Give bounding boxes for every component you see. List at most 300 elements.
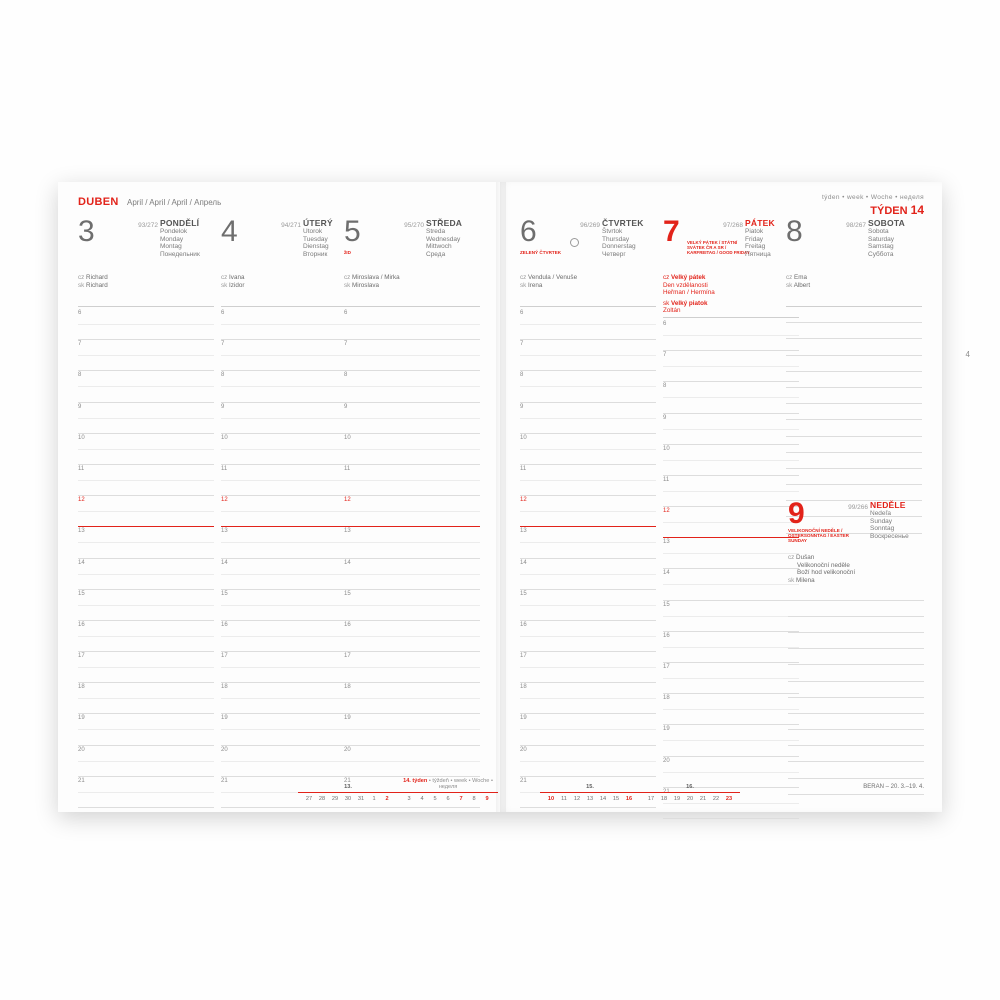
half-hour-rule — [221, 511, 357, 512]
day-name-ru: Среда — [426, 250, 446, 258]
day-header — [663, 215, 799, 272]
hour-row[interactable] — [520, 683, 656, 714]
day-name-de: Dienstag — [303, 243, 329, 251]
note-line[interactable] — [786, 388, 922, 404]
half-hour-rule — [663, 740, 799, 741]
half-hour-rule — [78, 542, 214, 543]
day-name-en: Monday — [160, 235, 184, 243]
day-name-sk: Pondelok — [160, 228, 188, 235]
half-hour-rule — [221, 574, 357, 575]
mini-calendar-14 — [398, 778, 498, 802]
hour-row[interactable] — [663, 351, 799, 382]
mini-calendar-16 — [640, 784, 740, 802]
divider — [78, 306, 214, 307]
hour-row[interactable] — [663, 507, 799, 538]
nameday-text: Ivana — [229, 274, 245, 281]
note-line[interactable] — [786, 356, 922, 372]
month-name: DUBEN — [78, 196, 119, 208]
hour-row[interactable] — [78, 465, 214, 496]
divider — [663, 317, 799, 318]
hour-row[interactable] — [663, 694, 799, 725]
hour-row[interactable] — [221, 652, 357, 683]
day-name-sk: Štvrtok — [602, 228, 623, 235]
mini-calendar-days — [640, 796, 740, 802]
mini-calendar-day: 28 — [318, 796, 326, 802]
half-hour-rule — [663, 647, 799, 648]
half-hour-rule — [663, 553, 799, 554]
hour-row[interactable] — [221, 434, 357, 465]
hour-row[interactable] — [520, 559, 656, 590]
mini-calendar-day: 15 — [612, 796, 620, 802]
mini-calendar-15 — [540, 784, 640, 802]
hour-row[interactable] — [663, 538, 799, 569]
hour-label: 6 — [344, 310, 348, 316]
hour-row[interactable] — [520, 496, 656, 527]
day-name-ru: Воскресенье — [870, 532, 909, 540]
hour-row[interactable] — [520, 714, 656, 745]
half-hour-rule — [344, 605, 480, 606]
hour-row[interactable] — [663, 601, 799, 632]
half-hour-rule — [520, 449, 656, 450]
day-name-sk: Utorok — [303, 228, 323, 235]
hour-label: 10 — [663, 445, 670, 452]
note-line[interactable] — [788, 601, 924, 617]
nameday-text: Velký piatok — [671, 299, 708, 307]
half-hour-rule — [221, 418, 357, 419]
hour-label: 12 — [221, 497, 228, 504]
hour-row[interactable] — [78, 714, 214, 745]
nameday-cc: cz — [786, 274, 793, 281]
half-hour-rule — [663, 803, 799, 804]
note-line[interactable] — [788, 617, 924, 633]
day-number: 3 — [78, 215, 95, 248]
hour-row[interactable] — [344, 559, 480, 590]
hour-label: 7 — [520, 341, 524, 348]
mini-calendar-day: 29 — [331, 796, 339, 802]
day-name-de: Donnerstag — [602, 243, 636, 251]
hour-row[interactable] — [344, 590, 480, 621]
hour-row[interactable] — [344, 621, 480, 652]
half-hour-rule — [344, 729, 480, 730]
day-name-de: Samstag — [868, 243, 894, 251]
half-hour-rule — [520, 574, 656, 575]
day-note: ZELENÝ ČTVRTEK — [520, 250, 562, 255]
hour-row[interactable] — [663, 725, 799, 756]
half-hour-rule — [520, 355, 656, 356]
note-line[interactable] — [788, 665, 924, 681]
note-line[interactable] — [788, 633, 924, 649]
day-header — [786, 215, 922, 272]
mini-calendar-title: 15. — [586, 784, 594, 790]
hour-label: 7 — [663, 352, 667, 359]
half-hour-rule — [221, 386, 357, 387]
hour-row[interactable] — [221, 403, 357, 434]
mini-calendar-title: 16. — [686, 784, 694, 790]
half-hour-rule — [344, 511, 480, 512]
half-hour-rule — [221, 761, 357, 762]
hour-row[interactable] — [520, 371, 656, 402]
hour-label: 20 — [663, 757, 670, 764]
week-word: TÝDEN — [870, 205, 908, 217]
note-line[interactable] — [788, 730, 924, 746]
hour-label: 20 — [520, 746, 527, 753]
nameday-text: Velký pátek — [671, 274, 706, 281]
half-hour-rule — [78, 761, 214, 762]
day-column-tuesday — [221, 215, 357, 808]
hour-grid — [663, 320, 799, 819]
hour-row[interactable] — [520, 527, 656, 558]
hour-label: 12 — [344, 497, 351, 504]
hour-label: 21 — [221, 777, 228, 784]
hour-label: 19 — [344, 715, 351, 722]
divider — [221, 306, 357, 307]
day-number: 4 — [221, 215, 238, 248]
day-of-year: 96/269 — [580, 222, 600, 229]
half-hour-rule — [520, 605, 656, 606]
hour-row[interactable] — [221, 340, 357, 371]
half-hour-rule — [663, 491, 799, 492]
day-name-en: Saturday — [868, 235, 895, 243]
hour-label: 14 — [78, 559, 85, 566]
mini-calendar-day: 11 — [561, 796, 567, 802]
hour-label: 6 — [78, 310, 82, 316]
hour-row[interactable] — [221, 714, 357, 745]
day-name-block — [426, 218, 480, 258]
nameday-text: Izidor — [229, 281, 245, 289]
day-of-year: 94/271 — [281, 222, 301, 229]
hour-label: 8 — [78, 372, 82, 379]
mini-calendar-title-alt: • týždeň • week • Woche • неделя — [428, 778, 493, 790]
half-hour-rule — [344, 667, 480, 668]
mini-calendar-title-text: 14. týden — [403, 778, 428, 784]
hour-label: 16 — [663, 632, 670, 639]
day-name-en: Friday — [745, 235, 764, 243]
day-number: 7 — [663, 215, 680, 248]
hour-row[interactable] — [520, 340, 656, 371]
hour-row[interactable] — [344, 683, 480, 714]
half-hour-rule — [221, 667, 357, 668]
half-hour-rule — [663, 429, 799, 430]
day-name-cs: ČTVRTEK — [602, 218, 644, 228]
hour-row[interactable] — [520, 746, 656, 777]
day-note: žID — [344, 250, 351, 255]
nameday-text: Ema — [794, 274, 807, 281]
mini-calendar-day: 4 — [420, 796, 424, 802]
mini-calendar-day: 18 — [660, 796, 668, 802]
page-gutter — [496, 182, 506, 812]
half-hour-rule — [663, 460, 799, 461]
day-header — [78, 215, 214, 272]
hour-row[interactable] — [78, 309, 214, 340]
half-hour-rule — [78, 729, 214, 730]
hour-row[interactable] — [344, 309, 480, 340]
mini-calendar-days — [298, 796, 398, 802]
half-hour-rule — [344, 355, 480, 356]
nameday-cc: sk — [788, 576, 795, 584]
week-number: 14 — [910, 203, 924, 217]
day-name-sk: Sobota — [868, 228, 889, 235]
hour-grid — [78, 309, 214, 808]
hour-row[interactable] — [344, 527, 480, 558]
half-hour-rule — [663, 366, 799, 367]
day-of-year: 93/272 — [138, 222, 158, 229]
mini-calendar-day: 30 — [344, 796, 352, 802]
half-hour-rule — [221, 698, 357, 699]
day-name-block — [870, 500, 924, 540]
nameday-cc: cz — [78, 274, 85, 281]
hour-row[interactable] — [221, 621, 357, 652]
note-line[interactable] — [788, 649, 924, 665]
nameday-text: Richard — [86, 281, 108, 289]
half-hour-rule — [78, 355, 214, 356]
hour-row[interactable] — [520, 621, 656, 652]
day-name-cs: ÚTERÝ — [303, 218, 333, 228]
hour-label: 11 — [78, 465, 85, 472]
hour-label: 18 — [663, 695, 670, 702]
mini-calendar-day: 14 — [599, 796, 607, 802]
nameday-text: Miroslava / Mirka — [352, 274, 400, 281]
half-hour-rule — [344, 698, 480, 699]
week-label — [822, 203, 924, 217]
nameday-text: Dušan — [796, 554, 815, 561]
hour-row[interactable] — [344, 746, 480, 777]
nameday-cc: cz — [788, 554, 795, 561]
note-line[interactable] — [788, 682, 924, 698]
nameday-text: Albert — [793, 281, 811, 289]
day-name-cs: PÁTEK — [745, 218, 775, 228]
hour-row[interactable] — [663, 632, 799, 663]
half-hour-rule — [78, 511, 214, 512]
hour-row[interactable] — [520, 434, 656, 465]
hour-row[interactable] — [221, 496, 357, 527]
mini-calendar-day: 16 — [625, 796, 633, 802]
hour-row[interactable] — [663, 445, 799, 476]
note-line[interactable] — [788, 714, 924, 730]
note-line[interactable] — [786, 453, 922, 469]
hour-label: 13 — [344, 528, 351, 535]
note-line[interactable] — [786, 437, 922, 453]
hour-label: 21 — [520, 777, 527, 784]
hour-row[interactable] — [78, 434, 214, 465]
nameday-text: Boží hod velikonoční — [797, 569, 856, 577]
day-name-de: Montag — [160, 243, 182, 251]
mini-calendar-day: 22 — [712, 796, 720, 802]
hour-row[interactable] — [344, 403, 480, 434]
hour-label: 20 — [344, 746, 351, 753]
hour-grid — [520, 309, 656, 808]
hour-row[interactable] — [663, 382, 799, 413]
hour-row[interactable] — [78, 403, 214, 434]
mini-calendar-day: 21 — [699, 796, 707, 802]
hour-row[interactable] — [663, 414, 799, 445]
note-line[interactable] — [788, 584, 924, 600]
right-page — [500, 182, 970, 812]
day-name-ru: Вторник — [303, 250, 328, 258]
hour-row[interactable] — [520, 652, 656, 683]
half-hour-rule — [520, 324, 656, 325]
half-hour-rule — [344, 761, 480, 762]
hour-row[interactable] — [221, 371, 357, 402]
hour-row[interactable] — [344, 714, 480, 745]
sunday-note-lines — [788, 584, 924, 794]
hour-label: 8 — [344, 372, 348, 379]
day-of-year: 98/267 — [846, 222, 866, 229]
note-line[interactable] — [786, 339, 922, 355]
half-hour-rule — [344, 636, 480, 637]
hour-row[interactable] — [221, 527, 357, 558]
hour-grid — [221, 309, 357, 808]
hour-row[interactable] — [78, 496, 214, 527]
hour-label: 11 — [520, 465, 527, 472]
month-header — [78, 196, 221, 208]
day-name-de: Mittwoch — [426, 243, 452, 251]
hour-row[interactable] — [344, 340, 480, 371]
hour-label: 18 — [520, 684, 527, 691]
half-hour-rule — [663, 616, 799, 617]
hour-row[interactable] — [221, 683, 357, 714]
hour-label: 10 — [78, 434, 85, 441]
day-name-de: Freitag — [745, 243, 766, 251]
note-line[interactable] — [786, 469, 922, 485]
hour-label: 15 — [78, 590, 85, 597]
hour-row[interactable] — [221, 309, 357, 340]
note-line[interactable] — [786, 485, 922, 501]
hour-label: 6 — [520, 310, 524, 316]
day-name-cs: STŘEDA — [426, 218, 463, 228]
mini-calendar-day: 20 — [686, 796, 694, 802]
hour-label: 6 — [663, 320, 667, 327]
hour-row[interactable] — [78, 746, 214, 777]
hour-row[interactable] — [221, 746, 357, 777]
half-hour-rule — [78, 324, 214, 325]
note-line[interactable] — [786, 323, 922, 339]
hour-label: 9 — [221, 403, 225, 410]
left-page — [58, 182, 500, 812]
hour-row[interactable] — [78, 621, 214, 652]
note-line[interactable] — [788, 746, 924, 762]
hour-row[interactable] — [344, 652, 480, 683]
hour-row[interactable] — [78, 340, 214, 371]
hour-label: 10 — [221, 434, 228, 441]
note-line[interactable] — [788, 762, 924, 778]
hour-label: 10 — [344, 434, 351, 441]
day-name-ru: Пятница — [745, 250, 771, 258]
nameday-list — [663, 274, 799, 315]
day-name-cs: SOBOTA — [868, 218, 905, 228]
day-note: VELKÝ PÁTEK / STÁTNÍ SVÁTEK ČR A SR / KARFREITAG / GOOD FRIDAY — [687, 240, 750, 255]
hour-row[interactable] — [520, 465, 656, 496]
hour-row[interactable] — [78, 559, 214, 590]
hour-label: 11 — [221, 465, 228, 472]
hour-label: 15 — [221, 590, 228, 597]
half-hour-rule — [78, 418, 214, 419]
mini-calendar-day: 31 — [357, 796, 365, 802]
hour-row[interactable] — [78, 652, 214, 683]
nameday-list — [520, 274, 656, 304]
hour-row[interactable] — [78, 590, 214, 621]
hour-label: 18 — [344, 684, 351, 691]
half-hour-rule — [78, 667, 214, 668]
hour-label: 10 — [520, 434, 527, 441]
note-line[interactable] — [786, 372, 922, 388]
hour-row[interactable] — [78, 371, 214, 402]
mini-calendar-title: 13. — [344, 784, 352, 790]
note-line[interactable] — [786, 404, 922, 420]
hour-row[interactable] — [344, 465, 480, 496]
nameday-text: Zoltán — [663, 307, 681, 315]
mini-calendar-day: 5 — [433, 796, 437, 802]
hour-row[interactable] — [344, 434, 480, 465]
hour-row[interactable] — [520, 309, 656, 340]
hour-row[interactable] — [221, 465, 357, 496]
nameday-list — [786, 274, 922, 304]
hour-row[interactable] — [520, 590, 656, 621]
nameday-text: Milena — [796, 576, 815, 584]
note-line[interactable] — [786, 307, 922, 323]
day-header — [221, 215, 357, 272]
hour-label: 14 — [221, 559, 228, 566]
hour-row[interactable] — [221, 590, 357, 621]
hour-label: 15 — [663, 601, 670, 608]
mini-calendar-days — [540, 796, 640, 802]
nameday-text: Richard — [86, 274, 108, 281]
half-hour-rule — [344, 418, 480, 419]
hour-row[interactable] — [344, 496, 480, 527]
day-name-ru: Суббота — [868, 250, 894, 258]
mini-calendar-day: 23 — [725, 796, 733, 802]
hour-row[interactable] — [344, 371, 480, 402]
hour-row[interactable] — [663, 663, 799, 694]
half-hour-rule — [520, 511, 656, 512]
hour-label: 19 — [520, 715, 527, 722]
hour-label: 14 — [663, 570, 670, 577]
note-line[interactable] — [786, 420, 922, 436]
hour-label: 20 — [221, 746, 228, 753]
nameday-list — [78, 274, 214, 304]
mini-calendar-13 — [298, 784, 398, 802]
hour-label: 17 — [78, 653, 85, 660]
hour-row[interactable] — [663, 569, 799, 600]
hour-label: 21 — [78, 777, 85, 784]
page-number: 4 — [965, 350, 970, 359]
week-header — [822, 194, 924, 217]
hour-row[interactable] — [78, 683, 214, 714]
hour-row[interactable] — [78, 527, 214, 558]
half-hour-rule — [344, 386, 480, 387]
divider — [520, 306, 656, 307]
day-header — [344, 215, 480, 272]
nameday-text: Velikonoční neděle — [797, 561, 850, 569]
divider — [398, 792, 498, 793]
hour-label: 9 — [78, 403, 82, 410]
hour-row[interactable] — [78, 777, 214, 808]
day-header — [788, 497, 924, 552]
mini-calendar-day: 9 — [485, 796, 489, 802]
nameday-list — [788, 554, 924, 584]
note-line[interactable] — [788, 698, 924, 714]
hour-row[interactable] — [663, 476, 799, 507]
hour-label: 17 — [520, 653, 527, 660]
hour-row[interactable] — [520, 403, 656, 434]
nameday-cc: cz — [344, 274, 351, 281]
half-hour-rule — [520, 667, 656, 668]
half-hour-rule — [78, 605, 214, 606]
hour-label: 7 — [221, 341, 225, 348]
hour-row[interactable] — [221, 559, 357, 590]
hour-row[interactable] — [663, 320, 799, 351]
nameday-text: Miroslava — [352, 281, 379, 289]
hour-label: 9 — [344, 403, 348, 410]
